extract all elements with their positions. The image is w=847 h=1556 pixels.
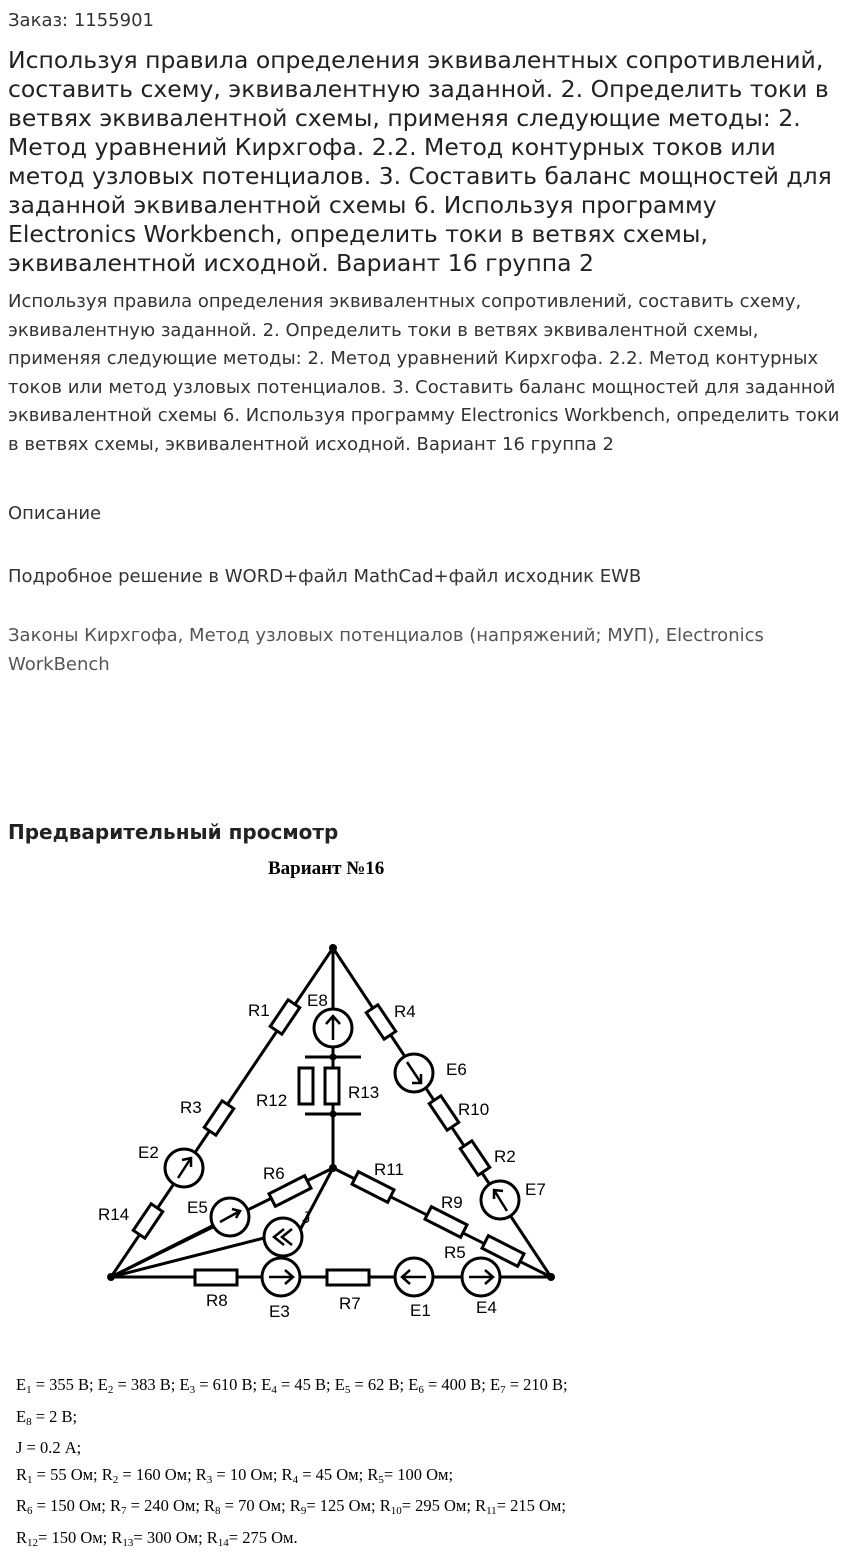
resistor-r13 [325, 1068, 339, 1104]
label-r11: R11 [374, 1160, 404, 1179]
resistor-r2 [460, 1141, 490, 1175]
resistor-r7 [327, 1270, 369, 1285]
resistor-r1 [270, 1000, 300, 1034]
label-j: J [302, 1208, 311, 1227]
preview-heading: Предварительный просмотр [8, 820, 338, 844]
label-r9: R9 [441, 1193, 463, 1212]
label-e7: E7 [525, 1180, 546, 1199]
variant-title: Вариант №16 [268, 858, 384, 880]
resistor-r10 [429, 1096, 459, 1130]
label-e6: E6 [446, 1060, 467, 1079]
label-r8: R8 [206, 1291, 228, 1310]
page-title: Используя правила определения эквивалентных сопротивлений, составить схему, эквивалентную заданной. 2. Определить токи в ветвях эквивалентной схемы, применяя следующие методы: 2. Метод уравнений Кирхгофа. 2.2. Метод контурных токов или метод узловых потенциалов. 3. Составить баланс мощностей для заданной эквивалентной схемы 6. Используя программу Electronics Workbench, определить токи в ветвях схемы, эквивалентной исходной. Вариант 16 группа 2 [8, 46, 843, 278]
resistor-r3 [204, 1101, 234, 1135]
label-e8: E8 [307, 991, 328, 1010]
params-line-j: J = 0.2 А; [16, 1435, 568, 1462]
params-line-r1: $R_1 = 55$ Ом; $R_2 = 160$ Ом; $R_3 = 10$ Ом; $R_4 = 45$ Ом; $R_5= 100$ Ом; [16, 1462, 568, 1494]
params-line-e8: $E_8 = 2$ В; [16, 1404, 568, 1436]
label-r14: R14 [98, 1205, 129, 1224]
params-line-r3: $R_{12}= 150$ Ом; $R_{13}= 300$ Ом; $R_{14}= 275$ Ом. [16, 1525, 568, 1556]
circuit-diagram [0, 925, 847, 1345]
params-line-r2: $R_6 = 150$ Ом; $R_7 = 240$ Ом; $R_8 = 70$ Ом; $R_9= 125$ Ом; $R_{10}= 295$ Ом; $R_{11}= 215$ Ом; [16, 1493, 568, 1525]
parameters-block [16, 1372, 568, 1556]
resistor-r8 [195, 1270, 237, 1285]
resistor-r4 [366, 1005, 396, 1039]
label-r2: R2 [494, 1147, 516, 1166]
label-r6: R6 [263, 1164, 285, 1183]
label-r5: R5 [444, 1243, 466, 1262]
label-r12: R12 [256, 1091, 287, 1110]
order-number: Заказ: 1155901 [8, 10, 154, 31]
resistor-r14 [133, 1204, 163, 1238]
label-r3: R3 [180, 1098, 202, 1117]
label-e1: E1 [410, 1301, 431, 1320]
label-e2: E2 [138, 1143, 159, 1162]
tags-line[interactable]: Законы Кирхгофа, Метод узловых потенциалов (напряжений; МУП), Electronics WorkBench [8, 622, 843, 679]
label-r4: R4 [394, 1002, 416, 1021]
label-e4: E4 [476, 1298, 497, 1317]
params-line-e: $E_1 = 355$ В; $E_2 = 383$ В; $E_3 = 610$ В; $E_4 = 45$ В; $E_5 = 62$ В; $E_6 = 400$ В; $E_7 = 210$ В; [16, 1372, 568, 1404]
label-e3: E3 [269, 1302, 290, 1321]
label-r1: R1 [248, 1001, 270, 1020]
label-r7: R7 [339, 1294, 361, 1313]
description-heading: Описание [8, 503, 101, 524]
resistor-r12 [299, 1068, 313, 1104]
label-r10: R10 [458, 1100, 489, 1119]
task-text: Используя правила определения эквивалентных сопротивлений, составить схему, эквивалентную заданной. 2. Определить токи в ветвях эквивалентной схемы, применяя следующие методы: 2. Метод уравнений Кирхгофа. 2.2. Метод контурных токов или метод узловых потенциалов. 3. Составить баланс мощностей для заданной эквивалентной схемы 6. Используя программу Electronics Workbench, определить токи в ветвях схемы, эквивалентной исходной. Вариант 16 группа 2 [8, 288, 843, 459]
description-text: Подробное решение в WORD+файл MathCad+файл исходник EWB [8, 566, 641, 587]
label-e5: E5 [187, 1198, 208, 1217]
label-r13: R13 [348, 1083, 379, 1102]
